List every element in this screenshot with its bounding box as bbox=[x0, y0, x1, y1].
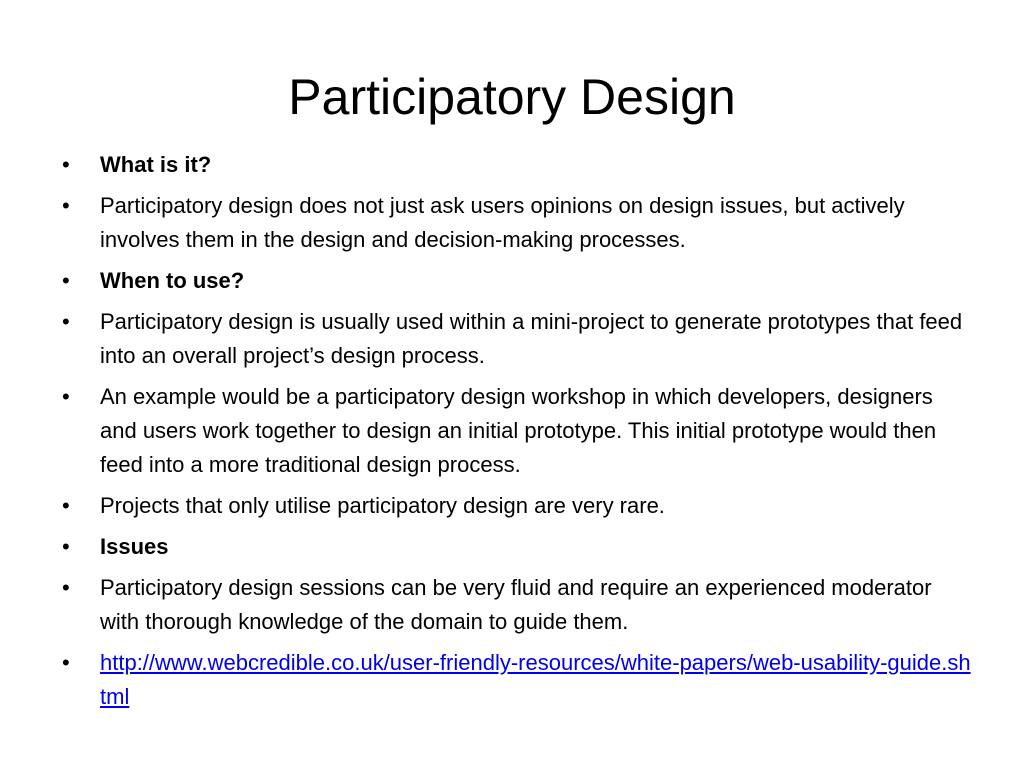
bullet-item bbox=[62, 530, 972, 564]
reference-link[interactable]: http://www.webcredible.co.uk/user-friendly-resources/white-papers/web-usability-guide.shtml bbox=[100, 650, 971, 709]
bullet-marker: • bbox=[62, 534, 70, 559]
bullet-marker: • bbox=[62, 309, 70, 334]
bullet-marker: • bbox=[62, 575, 70, 600]
bullet-marker: • bbox=[62, 384, 70, 409]
bullet-marker: • bbox=[62, 650, 70, 675]
bullet-marker: • bbox=[62, 268, 70, 293]
bullet-item bbox=[62, 380, 972, 482]
bullet-heading-issues: Issues bbox=[100, 534, 169, 559]
bullet-heading-when: When to use? bbox=[100, 268, 245, 293]
bullet-item bbox=[62, 305, 972, 373]
bullet-text: Projects that only utilise participatory design are very rare. bbox=[100, 493, 665, 518]
bullet-item bbox=[62, 189, 972, 257]
bullet-item bbox=[62, 571, 972, 639]
bullet-item bbox=[62, 489, 972, 523]
bullet-heading-what: What is it? bbox=[100, 152, 212, 177]
slide-title: Participatory Design bbox=[288, 69, 736, 125]
bullet-text: Participatory design sessions can be very fluid and require an experienced moderator with thorough knowledge of the domain to guide them. bbox=[100, 575, 932, 634]
bullet-text: An example would be a participatory design workshop in which developers, designers and users work together to design an initial prototype. This initial prototype would then feed into a more traditional design process. bbox=[100, 384, 937, 477]
bullet-text: Participatory design does not just ask users opinions on design issues, but actively involves them in the design and decision-making processes. bbox=[100, 193, 905, 252]
bullet-item bbox=[62, 148, 972, 182]
bullet-text: Participatory design is usually used within a mini-project to generate prototypes that feed into an overall project’s design process. bbox=[100, 309, 963, 368]
bullet-marker: • bbox=[62, 193, 70, 218]
bullet-marker: • bbox=[62, 152, 70, 177]
bullet-list bbox=[62, 148, 972, 721]
bullet-item bbox=[62, 646, 972, 714]
bullet-marker: • bbox=[62, 493, 70, 518]
bullet-item bbox=[62, 264, 972, 298]
